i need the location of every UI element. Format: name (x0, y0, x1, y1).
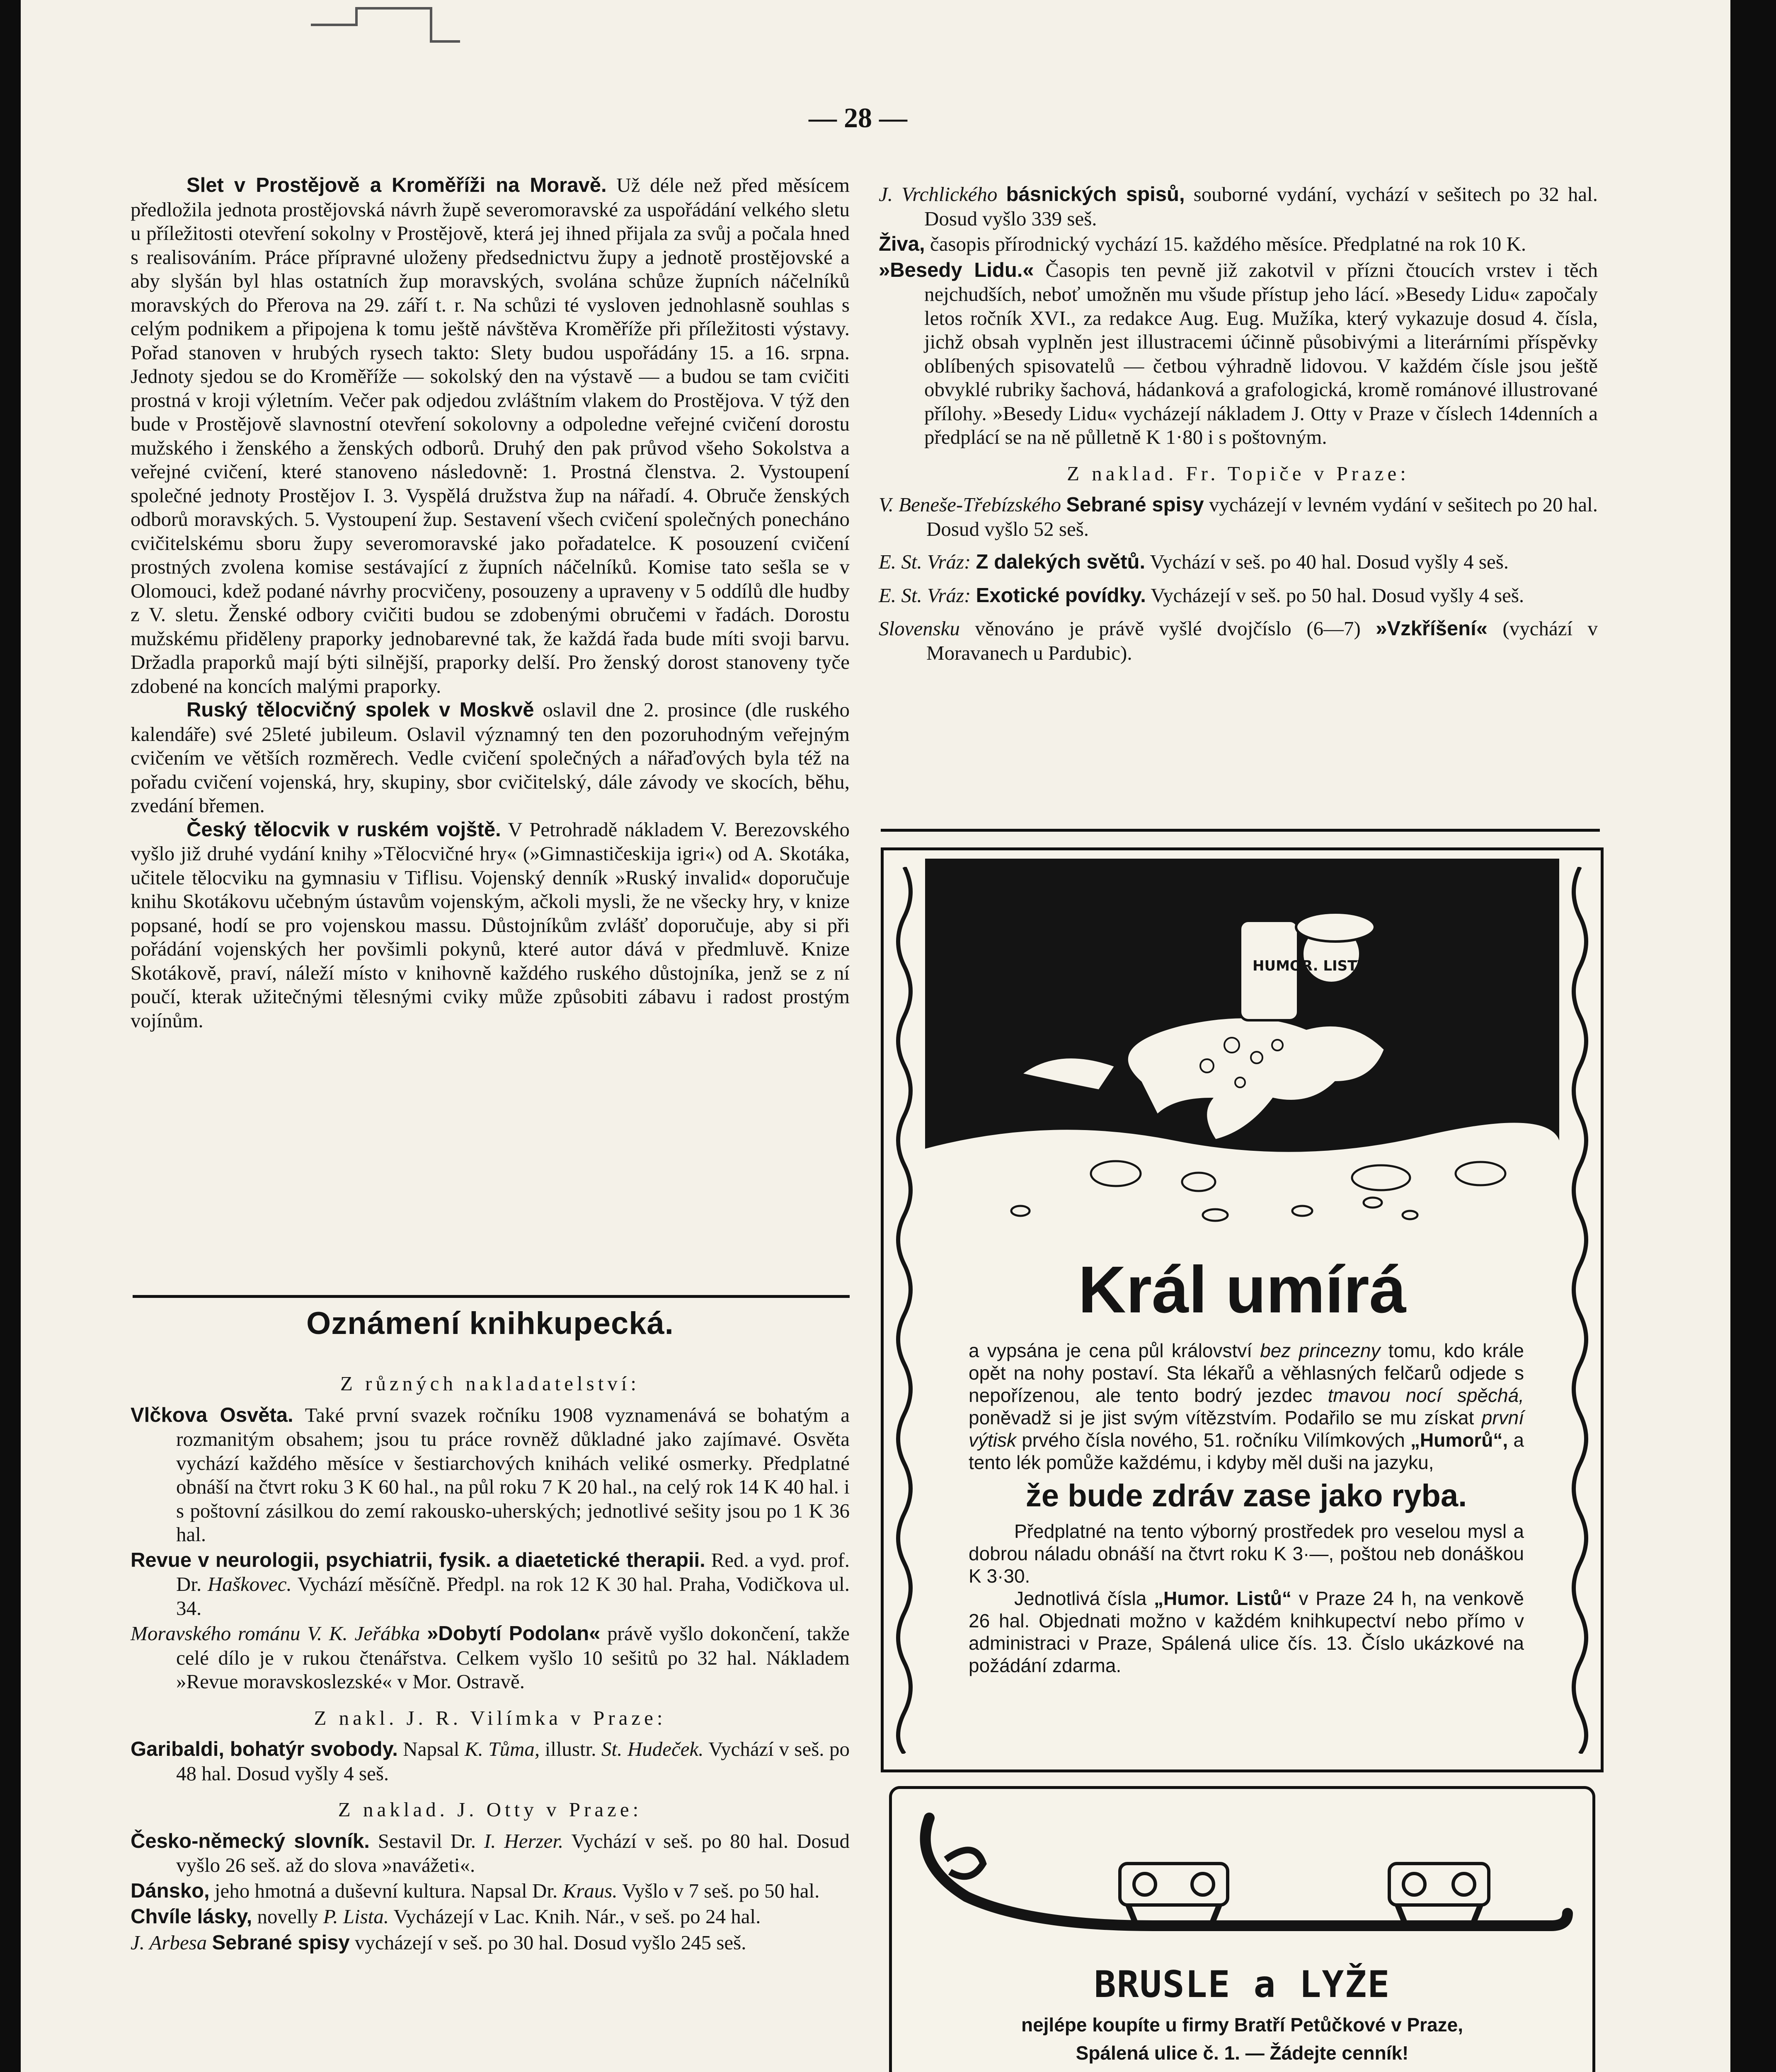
book-entry (131, 1879, 850, 1903)
ad-skates (889, 1786, 1595, 2072)
scan-smudge-icon (307, 0, 464, 50)
bold-run: Revue v neurologii, psychiatrii, fysik. a diaetetické therapii. (131, 1549, 705, 1571)
text-run: věnováno je právě vyšlé dvojčíslo (6—7) (959, 617, 1376, 640)
text-run: a vypsána je cena půl království (969, 1340, 1260, 1361)
ad-slogan: že bude zdráv zase jako ryba. (1025, 1478, 1467, 1513)
bold-run: Chvíle lásky, (131, 1905, 252, 1928)
italic-run: Kraus. (562, 1879, 618, 1902)
text-run: Jednotlivá čísla (1014, 1588, 1154, 1609)
italic-run: P. Lista. (323, 1905, 389, 1928)
section-divider (133, 1295, 850, 1298)
text-run: jeho hmotná a duševní kultura. Napsal Dr. (209, 1879, 563, 1902)
text-run (420, 1622, 427, 1645)
book-entry (131, 1829, 850, 1877)
ad-paragraph (969, 1587, 1524, 1677)
italic-run: J. Arbesa (131, 1931, 207, 1954)
bold-run: »Besedy Lidu.« (879, 259, 1034, 281)
text-run: (vychází v Moravanech u Pardubic). (926, 617, 1598, 664)
publisher-heading: Z různých nakladatelství: (340, 1372, 640, 1395)
text-run: časopis přírodnický vychází 15. každého měsíce. Předplatné na rok 10 K. (925, 232, 1526, 255)
italic-run: Haškovec. (208, 1573, 292, 1595)
bold-run: Exotické povídky. (976, 584, 1146, 607)
text-run (997, 183, 1006, 206)
book-entry (879, 617, 1598, 665)
book-entry (131, 1403, 850, 1547)
italic-run: E. St. Vráz: (879, 550, 971, 573)
publisher-heading: Z nakl. J. R. Vilímka v Praze: (314, 1706, 666, 1729)
book-entry (879, 583, 1598, 608)
text-run (971, 550, 976, 573)
book-entry (131, 1548, 850, 1620)
book-entry (879, 493, 1598, 541)
bold-run: »Vzkříšení« (1376, 617, 1488, 640)
text-run: Také první svazek ročníku 1908 vyznamenává se bohatým a rozmanitým obsahem; jsou tu práce rovněž důkladné jako zajímavé. Osvěta vychází každého měsíce v šestiarchových knihách veliké osmerky. Předplatné obnáší na čtvrt roku 3 K 60 hal., na půl roku 7 K 20 hal., na celý rok 14 K 40 hal. i s poštovní zásilkou do zemí rakousko-uherských; jednotlivé sešity jsou po 1 K 36 hal. (176, 1403, 850, 1546)
publisher-heading: Z naklad. Fr. Topiče v Praze: (1067, 462, 1410, 485)
bold-run: „Humorů“, (1410, 1429, 1508, 1451)
right-column (879, 182, 1598, 674)
text-run: Vychází v seš. po 48 hal. Dosud vyšly 4 seš. (176, 1738, 850, 1785)
bold-run: Slet v Prostějově a Kroměříži na Moravě. (187, 174, 607, 196)
italic-run: Slovensku (879, 617, 960, 640)
text-run: Časopis ten pevně již zakotvil v přízni čtoucích vrstev i těch nejchudších, neboť umožněn mu všude přístup jeho lácí. »Besedy Lidu« započaly letos ročník XVI., za redakce Aug. Eug. Mužíka, který vykazuje dosud 4. čísla, jichž obsah vyplněn jest illustracemi účinně působivými a literárními příspěvky oblíbených spisovatelů — četbou výhradně lidovou. V každém čísle jsou ještě obvyklé rubriky šachová, hádanková a grafologická, kromě románové illustrované přílohy. »Besedy Lidu« vycházejí nákladem J. Otty v Praze v číslech 14denních a předplácí se na ně půlletně K 1·80 i s poštovným. (924, 258, 1598, 448)
bold-run: »Dobytí Podolan« (427, 1622, 601, 1645)
text-run: Vycházejí v seš. po 50 hal. Dosud vyšly 4 seš. (1146, 583, 1524, 607)
italic-run: první výtisk (969, 1407, 1524, 1451)
skate-ad-line: Spálená ulice č. 1. — Žádejte cenník! (1076, 2042, 1409, 2064)
left-column (131, 173, 850, 1032)
bold-run: Z dalekých světů. (976, 551, 1146, 573)
bold-run: Český tělocvik v ruském vojště. (187, 818, 501, 841)
bold-run: Sebrané spisy (212, 1931, 350, 1954)
ad-body (969, 1339, 1524, 1677)
illustration-label: HUMOR. LISTY (1253, 958, 1367, 974)
text-run: Vychází měsíčně. Předpl. na rok 12 K 30 hal. Praha, Vodičkova ul. 34. (176, 1573, 850, 1619)
article-slet (131, 173, 850, 698)
text-run: Předplatné na tento výborný prostředek pro veselou mysl a dobrou náladu obnáší na čtvrt roku K 3·—, poštou neb donáškou K 3·30. (969, 1520, 1524, 1587)
bold-run: Ruský tělocvičný spolek v Moskvě (187, 699, 534, 721)
bold-run: Vlčkova Osvěta. (131, 1404, 293, 1426)
skate-ad-title: BRUSLE a LYŽE (1094, 1963, 1391, 2006)
book-entry (879, 232, 1598, 257)
text-run: Už déle než před měsícem předložila jednota prostějovská návrh župě severomoravské za uspořádání velkého sletu u příležitosti otevření sokolny v Prostějově, která jej ihned přijala za svůj a počala hned s realisováním. Práce přípravné uloženy předsednictvu župy a jednotě prostějovské a aby slyšán byl hlas ostatních žup moravských, svolána schůze župních náčelníků moravských do Přerova na 29. září t. r. Na schůzi té vysloven jednohlasně souhlas s celým podnikem a připojena k tomu ještě návštěva Kroměříže při příležitosti výstavy. Pořad stanoven v hrubých rysech takto: Slety budou uspořádány 15. a 16. srpna. Jednoty sjedou se do Kroměříže — sokolský den na výstavě — a budou se tam cvičiti prostná v kroji výletním. Večer pak odjedou zvláštním vlakem do Prostějova. V týž den bude v Prostějově slavnostní otevření sokolovny a odpoledne veřejné cvičení dorostu mužského i ženského a ženských odborů. Druhý den pak průvod všeho Sokolstva a veřejné cvičení, které stanoveno následovně: 1. Prostná členstva. 2. Vystoupení společné jednoty Prostějov I. 3. Vyspělá družstva žup na nářadí. 4. Obruče ženských odborů moravských. 5. Vystoupení žup. Sestavení všech cvičení společných ponecháno cvičitelskému sboru župy severomoravské jako pořadatelce. K posouzení cvičení prostných zvolena komise sestávající z župních náčelníků. Komise tato sešla se v Olomouci, kdež podané návrhy procvičeny, posouzeny a upraveny v 5 oddílů dle hudby z V. sletu. Ženské odbory cvičiti budou se zdobenými obručemi v řadách. Dorostu mužskému přiděleny praporky jednobarevné tak, že každá řada bude míti svoji barvu. Držadla praporků mají býti silnější, praporky delší. Pro ženský dorost stanoveny tyče zdobené na koncích malými praporky. (131, 174, 850, 697)
article-cesky-telocvik (131, 818, 850, 1033)
text-run (971, 584, 976, 607)
text-run: prvého čísla nového, 51. ročníku Vilímkových (1016, 1429, 1411, 1451)
italic-run: V. Beneše-Třebízského (879, 493, 1061, 516)
page-number: — 28 — (809, 102, 907, 133)
scan-edge-right (1730, 0, 1776, 2072)
italic-run: I. Herzer. (484, 1829, 564, 1852)
ad-paragraph (969, 1520, 1524, 1587)
book-entry (879, 550, 1598, 574)
text-run: Vycházejí v Lac. Knih. Nár., v seš. po 24 hal. (389, 1905, 761, 1928)
skate-icon (904, 1801, 1580, 1967)
bold-run: „Humor. Listů“ (1154, 1588, 1291, 1609)
bold-run: Živa, (879, 233, 925, 255)
text-run: Red. a vyd. prof. Dr. (176, 1548, 850, 1595)
scan-edge-left (0, 0, 21, 2072)
book-entry (131, 1737, 850, 1785)
book-notices (131, 1359, 850, 1956)
ad-paragraph (969, 1339, 1524, 1474)
book-entry (131, 1622, 850, 1694)
section-title: Oznámení knihkupecká. (306, 1306, 674, 1341)
article-rusky-spolek (131, 698, 850, 818)
text-run: tomu, kdo krále opět na nohy postaví. Sta lékařů a věhlasných felčarů odjede s nepořízenou, ale tento bodrý jezdec (969, 1340, 1524, 1406)
text-run: Vyšlo v 7 seš. po 50 hal. (617, 1879, 820, 1902)
rider-illustration-icon (884, 850, 1601, 1248)
skate-ad-line: nejlépe koupíte u firmy Bratří Petůčkové v Praze, (1021, 2014, 1463, 2036)
italic-run: tmavou nocí spěchá, (1328, 1385, 1524, 1406)
italic-run: K. Tůma, (464, 1738, 540, 1760)
text-run (1061, 493, 1066, 516)
text-run: Sestavil Dr. (369, 1829, 484, 1852)
text-run: illustr. (540, 1738, 602, 1760)
text-run: vycházejí v seš. po 30 hal. Dosud vyšlo 245 seš. (349, 1931, 746, 1954)
bold-run: básnických spisů, (1006, 183, 1185, 206)
italic-run: E. St. Vráz: (879, 583, 971, 607)
ad-headline: Král umírá (1078, 1252, 1406, 1326)
text-run: novelly (252, 1905, 323, 1928)
bold-run: Česko-německý slovník. (131, 1830, 370, 1852)
ad-humor-listy (881, 847, 1604, 1772)
text-run: právě vyšlo dokončení, takže celé dílo je v rukou čtenářstva. Celkem vyšlo 10 sešitů po 32 hal. Nákladem »Revue moravskoslezské« v Mor. Ostravě. (176, 1622, 850, 1693)
text-run: oslavil dne 2. prosince (dle ruského kalendáře) své 25leté jubileum. Oslavil významný ten den pozoruhodným veřejným cvičením ve větších rozměrech. Vedle cvičení společných a nářaďových byla též na pořadu cvičení vojenská, hry, skupiny, sbor cvičitelský, dále závody ve skocích, běhu, zvedání břemen. (131, 698, 850, 817)
italic-run: bez princezny (1260, 1340, 1381, 1361)
book-entry (879, 182, 1598, 230)
bold-run: Dánsko, (131, 1879, 210, 1902)
text-run: poněvadž si je jist svým vítězstvím. Podařilo se mu získat (969, 1407, 1482, 1428)
text-run: a tento lék pomůže každému, i kdyby měl duši na jazyku, (969, 1429, 1524, 1473)
book-entry (879, 258, 1598, 449)
italic-run: St. Hudeček. (601, 1738, 704, 1760)
text-run (207, 1931, 212, 1954)
text-run: souborné vydání, vychází v sešitech po 32 hal. Dosud vyšlo 339 seš. (924, 183, 1598, 230)
text-run: v Praze 24 h, na venkově 26 hal. Objednati možno v každém knihkupectví nebo přímo v administraci v Praze, Spálená ulice čís. 13. Číslo ukázkové na požádání zdarma. (969, 1588, 1524, 1676)
bold-run: Sebrané spisy (1066, 494, 1204, 516)
italic-run: J. Vrchlického (879, 183, 998, 206)
text-run: V Petrohradě nákladem V. Berezovského vyšlo již druhé vydání knihy »Tělocvičné hry« (»Gimnastičeskija igri«) od A. Skotáka, učitele tělocviku na gymnasiu v Tiflisu. Vojenský denník »Ruský invalid« doporučuje knihu Skotákovu učebným ústavům vojenským, ačkoli mysli, že ne všecky hry, v knize popsané, hodí se pro vojenskou massu. Důstojníkům zvlášť doporučuje, aby si při pořádání vojenských her povšimli pokynů, které autor dává v předmluvě. Knize Skotákově, praví, náleží místo v knihovně každého ruského důstojníka, jenž se z ní poučí, kterak užitečnými tělesnými cviky může způsobiti zábavu i radost prostým vojínům. (131, 818, 850, 1032)
book-entry (131, 1931, 850, 1955)
publisher-heading: Z naklad. J. Otty v Praze: (338, 1798, 642, 1821)
italic-run: Moravského románu V. K. Jeřábka (131, 1622, 420, 1645)
bold-run: Garibaldi, bohatýr svobody. (131, 1738, 398, 1760)
ad-divider (881, 829, 1600, 832)
book-entry (131, 1905, 850, 1929)
text-run: Napsal (397, 1738, 465, 1760)
text-run: Vychází v seš. po 40 hal. Dosud vyšly 4 seš. (1145, 550, 1509, 573)
text-run: vycházejí v levném vydání v sešitech po 20 hal. Dosud vyšlo 52 seš. (926, 493, 1598, 540)
text-run: Vychází v seš. po 80 hal. Dosud vyšlo 26 seš. až do slova »navážeti«. (176, 1829, 850, 1876)
